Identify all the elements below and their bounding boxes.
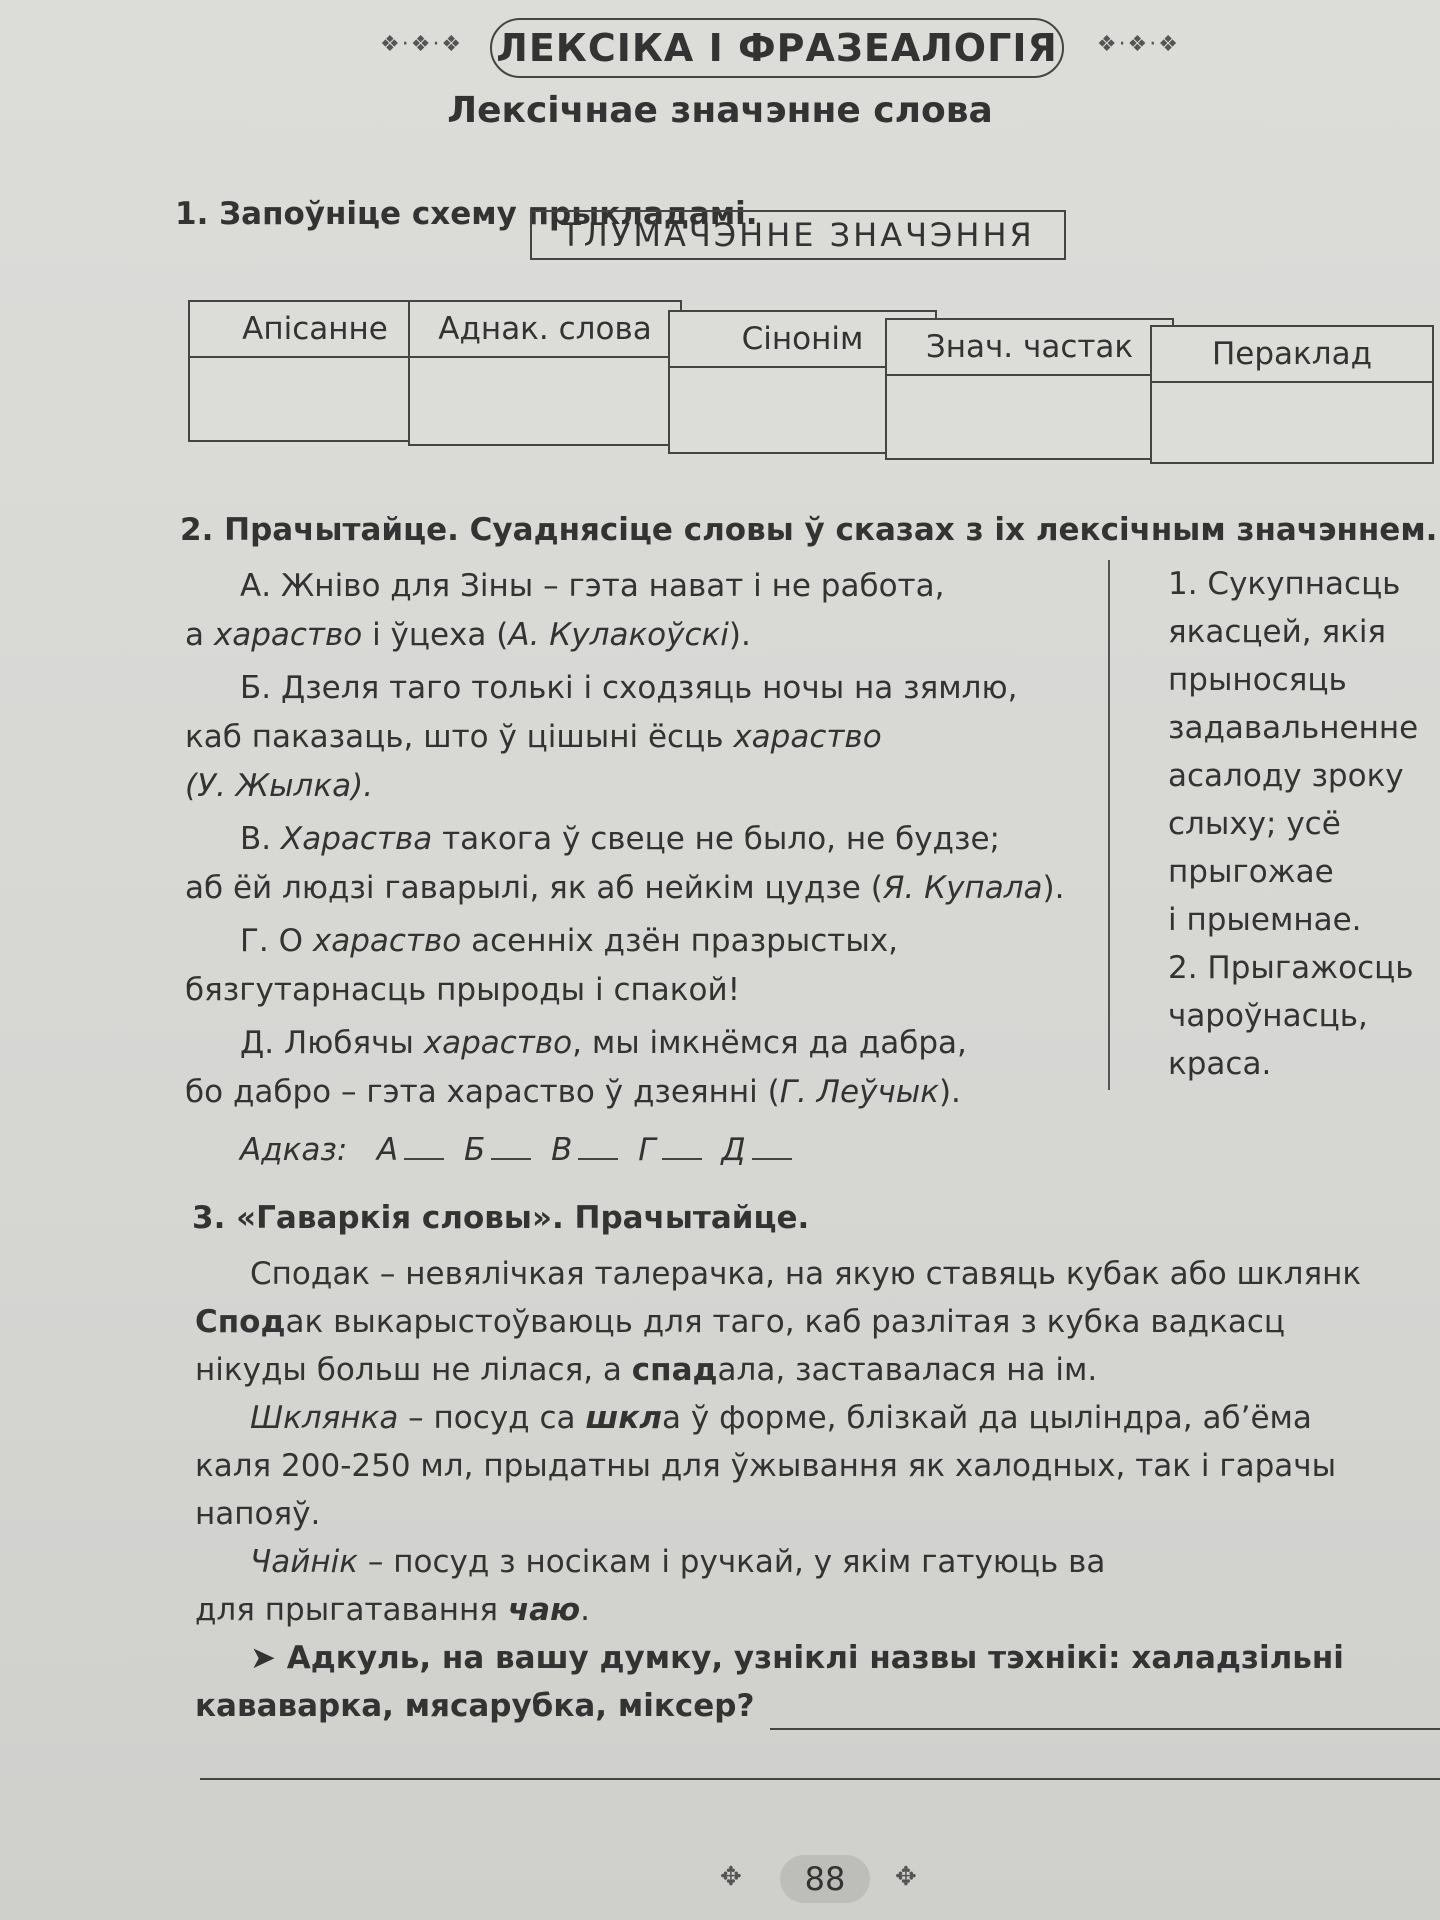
scheme-cell-answer[interactable]	[190, 358, 440, 442]
answer-blank[interactable]	[662, 1158, 702, 1160]
answer-letter: В	[551, 1132, 573, 1168]
scheme-cell-label: Пераклад	[1152, 327, 1432, 383]
footer-ornament-right-icon: ✥	[895, 1862, 917, 1892]
answer-blank[interactable]	[578, 1158, 618, 1160]
column-divider	[1108, 560, 1110, 1090]
chapter-title: ЛЕКСІКА І ФРАЗЕАЛОГІЯ	[490, 18, 1064, 78]
ornament-right-icon: ❖·❖·❖	[1096, 32, 1180, 57]
answer-blank[interactable]	[404, 1158, 444, 1160]
question-line: кававарка, мясарубка, міксер?	[195, 1688, 755, 1724]
task3-text	[195, 1250, 1440, 1730]
task3-title: 3. «Гаваркія словы». Прачытайце.	[192, 1200, 810, 1236]
meaning-line: і прыемнае.	[1168, 902, 1362, 938]
answer-blank[interactable]	[752, 1158, 792, 1160]
chapter-header	[380, 10, 1180, 80]
meaning-line: 1. Сукупнасць	[1168, 566, 1401, 602]
meaning-line: задавальненне	[1168, 710, 1419, 746]
sentence-g: Г. О хараство асенніх дзён празрыстых, бязгутарнасць прыроды і спакой!	[185, 923, 899, 1008]
text-line: каля 200-250 мл, прыдатны для ўжывання як халодных, так і гарачы	[195, 1448, 1337, 1484]
scheme-cell-label: Апісанне	[190, 302, 440, 358]
meaning-line: якасцей, якія	[1168, 614, 1387, 650]
task2-title: 2. Прачытайце. Суаднясіце словы ў сказах з іх лексічным значэннем.	[180, 512, 1438, 548]
answer-underline[interactable]	[200, 1778, 1440, 1780]
footer-ornament-left-icon: ✥	[720, 1862, 742, 1892]
sentence-d: Д. Любячы хараство, мы імкнёмся да дабра, бо дабро – гэта хараство ў дзеянні (Г. Леўчык).	[185, 1025, 967, 1110]
answer-letter: Д	[721, 1132, 746, 1168]
meaning-line: прыгожае	[1168, 854, 1334, 890]
scheme-cell-answer[interactable]	[410, 358, 680, 442]
scheme-header-box: ТЛУМАЧЭННЕ ЗНАЧЭННЯ	[530, 210, 1066, 260]
page-number: 88	[780, 1855, 870, 1903]
text-line: Сподак – невялічкая талерачка, на якую ставяць кубак або шклянк	[250, 1256, 1362, 1292]
scheme-cell-label: Сінонім	[670, 312, 935, 368]
scheme-cell-part-meanings	[885, 318, 1174, 460]
answer-label: Адказ:	[240, 1132, 348, 1168]
answer-letter: А	[376, 1132, 399, 1168]
scheme-cell-label: Знач. частак	[887, 320, 1172, 376]
answer-underline[interactable]	[770, 1728, 1440, 1730]
scheme-cell-translation	[1150, 325, 1434, 464]
ornament-left-icon: ❖·❖·❖	[380, 32, 464, 57]
meaning-line: 2. Прыгажосць	[1168, 950, 1414, 986]
answer-row	[240, 1132, 802, 1168]
text-line: Сподак выкарыстоўваюць для таго, каб разлітая з кубка вадкасц	[195, 1304, 1285, 1340]
task1-title: 1. Запоўніце схему прыкладамі.	[175, 196, 758, 232]
meaning-line: слыху; усё	[1168, 806, 1341, 842]
sentence-b: Б. Дзеля таго толькі і сходзяць ночы на зямлю, каб паказаць, што ў цішыні ёсць хараство (У. Жылка).	[185, 670, 1018, 804]
text-line: для прыгатавання чаю.	[195, 1592, 591, 1628]
meaning-line: прыносяць	[1168, 662, 1347, 698]
scheme-cell-answer[interactable]	[887, 376, 1172, 460]
scheme-cell-description	[188, 300, 442, 442]
answer-letter: Б	[463, 1132, 486, 1168]
text-line: Шклянка – посуд са шкла ў форме, блізкай да цыліндра, аб’ёма	[250, 1400, 1312, 1436]
text-line: нікуды больш не лілася, а спадала, заставалася на ім.	[195, 1352, 1098, 1388]
scheme-cell-answer[interactable]	[1152, 383, 1432, 467]
meaning-line: краса.	[1168, 1046, 1272, 1082]
meaning-line: асалоду зроку	[1168, 758, 1404, 794]
meanings-column	[1168, 560, 1440, 1088]
text-line: напояў.	[195, 1496, 321, 1532]
sentence-a: А. Жніво для Зіны – гэта нават і не работа, а хараство і ўцеха (А. Кулакоўскі).	[185, 568, 945, 653]
text-line: Чайнік – посуд з носікам і ручкай, у якім гатуюць ва	[250, 1544, 1106, 1580]
answer-blank[interactable]	[491, 1158, 531, 1160]
meaning-line: чароўнасць,	[1168, 998, 1368, 1034]
scheme-cell-cognate	[408, 300, 682, 446]
section-title: Лексічнае значэнне слова	[447, 90, 993, 131]
sentences-column	[185, 562, 1070, 1121]
answer-letter: Г	[638, 1132, 656, 1168]
scheme-cell-label: Аднак. слова	[410, 302, 680, 358]
sentence-v: В. Хараства такога ў свеце не было, не будзе; аб ёй людзі гаварылі, як аб нейкім цудзе (Я. Купала).	[185, 821, 1065, 906]
question-line: ➤ Адкуль, на вашу думку, узніклі назвы тэхнікі: халадзільні	[250, 1640, 1344, 1676]
